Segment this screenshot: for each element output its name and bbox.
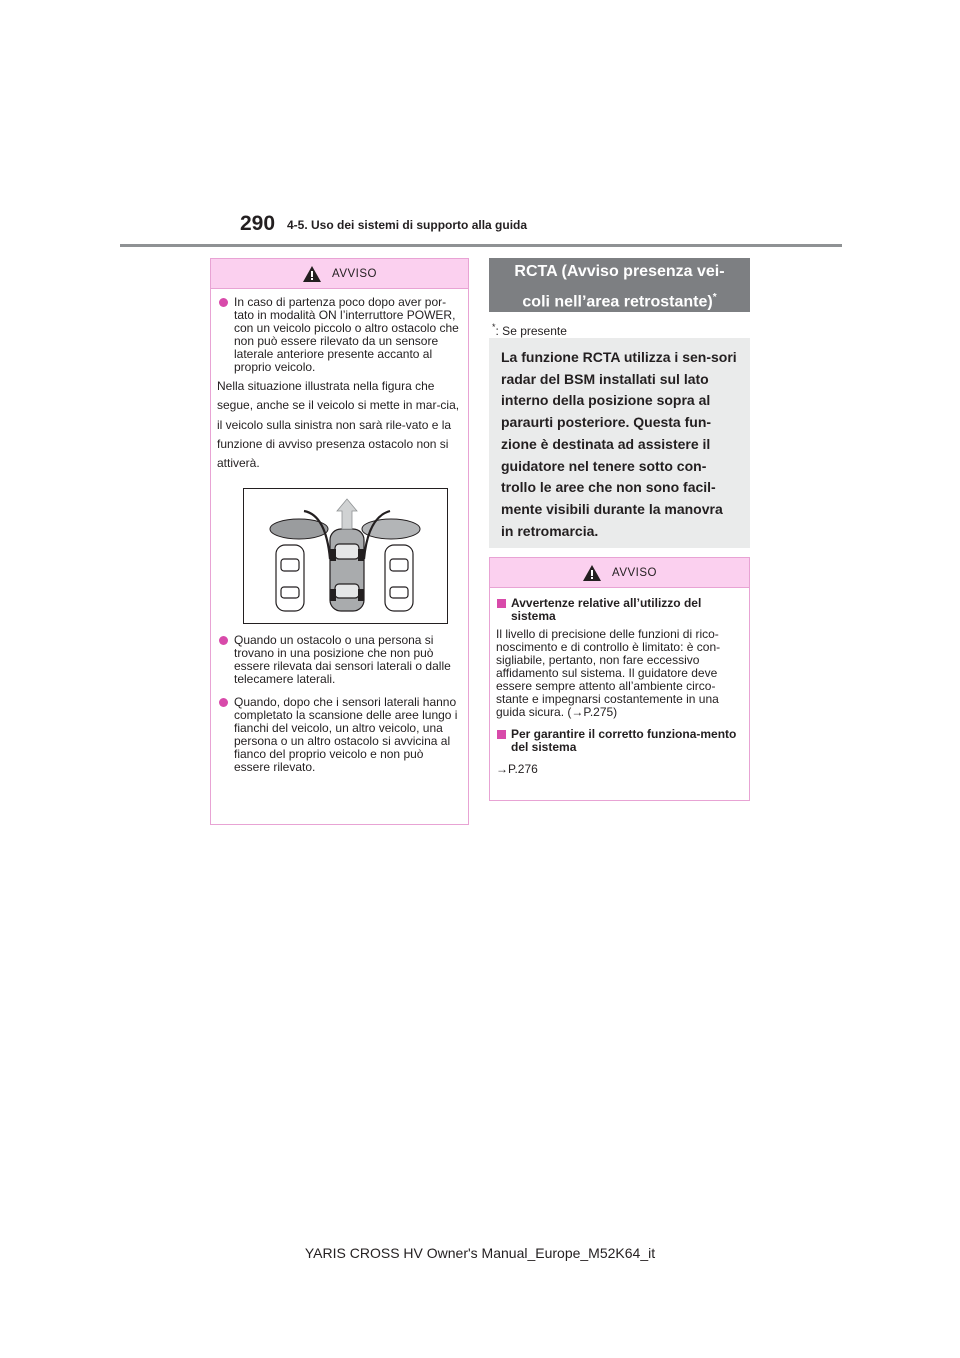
- header-divider: [120, 244, 842, 247]
- warning-header: [490, 558, 749, 588]
- footer-text: YARIS CROSS HV Owner's Manual_Europe_M52K64_it: [304, 1245, 656, 1261]
- parking-diagram: [243, 488, 448, 624]
- paragraph: Il livello di precisione delle funzioni di rico-noscimento e di controllo è limitato: è con-sigliabile, pertanto, non fare eccessivo affidamento sul sistema. Il guidatore deve essere sempre attento all’ambiente circo-stante e impegnarsi costantemente in una guida sicura. (→P.275): [496, 627, 721, 719]
- bullet-dot-icon: [219, 636, 228, 645]
- asterisk-mark: *: [712, 292, 717, 303]
- item-title: Per garantire il corretto funziona-mento del sistema: [511, 727, 737, 754]
- footnote-text: : Se presente: [495, 324, 567, 338]
- rcta-title-bar: [489, 258, 750, 312]
- rcta-intro-box: [489, 338, 750, 548]
- paragraph: Nella situazione illustrata nella figura che segue, anche se il veicolo si mette in mar-cia, il veicolo sulla sinistra non sarà rile-vato e la funzione di avviso presenza ostacolo non si attiverà.: [217, 379, 460, 471]
- bullet-text: Quando un ostacolo o una persona si trovano in una posizione che non può essere rilevata dai sensori laterali o dalle telecamere laterali.: [234, 633, 451, 687]
- bullet-dot-icon: [219, 298, 228, 307]
- bullet-text: In caso di partenza poco dopo aver por-tato in modalità ON l’interruttore POWER, con un veicolo piccolo o altro ostacolo che non può essere rilevato da un sensore laterale anteriore presente accanto al proprio veicolo.: [234, 295, 459, 374]
- page-number: 290: [240, 212, 276, 235]
- footnote-mark: *: [492, 322, 496, 332]
- warning-box-right: [489, 557, 750, 801]
- item-title: Avvertenze relative all’utilizzo del sistema: [511, 596, 702, 623]
- list-item: [217, 296, 462, 374]
- square-bullet-icon: [497, 599, 506, 608]
- rcta-title-line2: [489, 285, 750, 315]
- intro-text: La funzione RCTA utilizza i sen-sori radar del BSM installati sul lato interno della posizione sopra al paraurti posteriore. Questa fun-zione è destinata ad assistere il guidatore nel tenere sotto con-trollo le aree che non sono facil-mente visibili durante la manovra in retromarcia.: [501, 349, 737, 539]
- warning-triangle-icon: [302, 265, 322, 283]
- list-item: [217, 696, 462, 774]
- square-bullet-icon: [497, 730, 506, 739]
- list-item: [217, 634, 462, 686]
- parked-cars-illustration: [244, 489, 447, 623]
- page-reference: →P.276: [496, 762, 538, 776]
- bullet-dot-icon: [219, 698, 228, 707]
- bullet-text: Quando, dopo che i sensori laterali hanno completato la scansione delle aree lungo i fianchi del veicolo, un altro veicolo, una persona o un altro ostacolo si avvicina al fianco del proprio veicolo e non può essere rilevato.: [234, 695, 458, 775]
- section-title: 4-5. Uso dei sistemi di supporto alla guida: [287, 218, 528, 232]
- warning-box-left: [210, 258, 469, 825]
- warning-label: AVVISO: [332, 267, 377, 280]
- warning-triangle-icon: [582, 564, 602, 582]
- rcta-title-line1: RCTA (Avviso presenza vei-: [514, 263, 725, 280]
- footnote: [492, 323, 567, 337]
- warning-header: [211, 259, 468, 289]
- rcta-title-text: coli nell’area retrostante): [522, 293, 713, 311]
- list-item: [496, 597, 743, 623]
- list-item: [496, 728, 743, 754]
- warning-label: AVVISO: [612, 566, 657, 579]
